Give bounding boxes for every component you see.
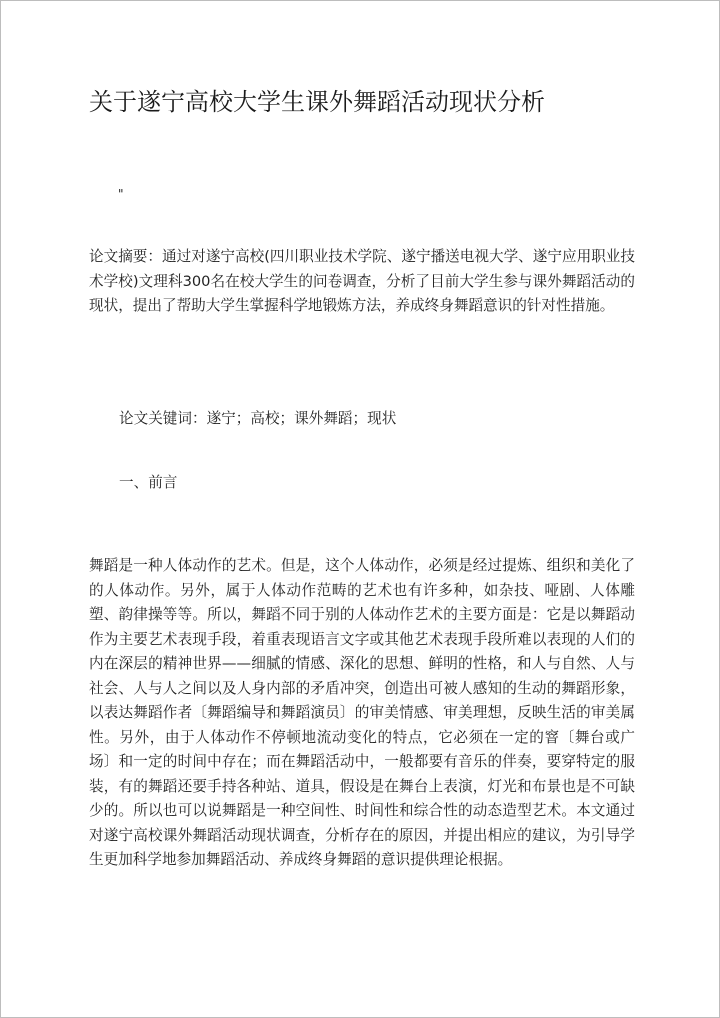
stray-quote-mark: " — [118, 187, 124, 201]
body-paragraph: 舞蹈是一种人体动作的艺术。但是，这个人体动作，必须是经过提炼、组织和美化了的人体动作。另外，属于人体动作范畴的艺术也有许多种，如杂技、哑剧、人体雕塑、韵律操等等。所以，舞蹈不同于别的人体动作艺术的主要方面是：它是以舞蹈动作为主要艺术表现手段，着重表现语言文字或其他艺术表现手段所难以表现的人们的内在深层的精神世界——细腻的情感、深化的思想、鲜明的性格，和人与自然、人与社会、人与人之间以及人身内部的矛盾冲突，创造出可被人感知的生动的舞蹈形象，以表达舞蹈作者〔舞蹈编导和舞蹈演员〕的审美情感、审美理想，反映生活的审美属性。另外，由于人体动作不停顿地流动变化的特点，它必须在一定的窨〔舞台或广场〕和一定的时间中存在；而在舞蹈活动中，一般都要有音乐的伴奏，要穿特定的服装，有的舞蹈还要手持各种站、道具，假设是在舞台上表演，灯光和布景也是不可缺少的。所以也可以说舞蹈是一种空间性、时间性和综合性的动态造型艺术。本文通过对遂宁高校课外舞蹈活动现状调查，分析存在的原因，并提出相应的建议，为引导学生更加科学地参加舞蹈活动、养成终身舞蹈的意识提供理论根据。 — [89, 557, 635, 868]
abstract-paragraph: 论文摘要：通过对遂宁高校(四川职业技术学院、遂宁播送电视大学、遂宁应用职业技术学校)文理科300名在校大学生的问卷调查，分析了目前大学生参与课外舞蹈活动的现状，提出了帮助大学生掌握科学地锻炼方法，养成终身舞蹈意识的针对性措施。 — [89, 248, 635, 314]
document-title: 关于遂宁高校大学生课外舞蹈活动现状分析 — [89, 88, 545, 116]
section-heading-preface: 一、前言 — [119, 474, 178, 491]
keywords-line: 论文关键词：遂宁；高校；课外舞蹈；现状 — [119, 410, 397, 427]
